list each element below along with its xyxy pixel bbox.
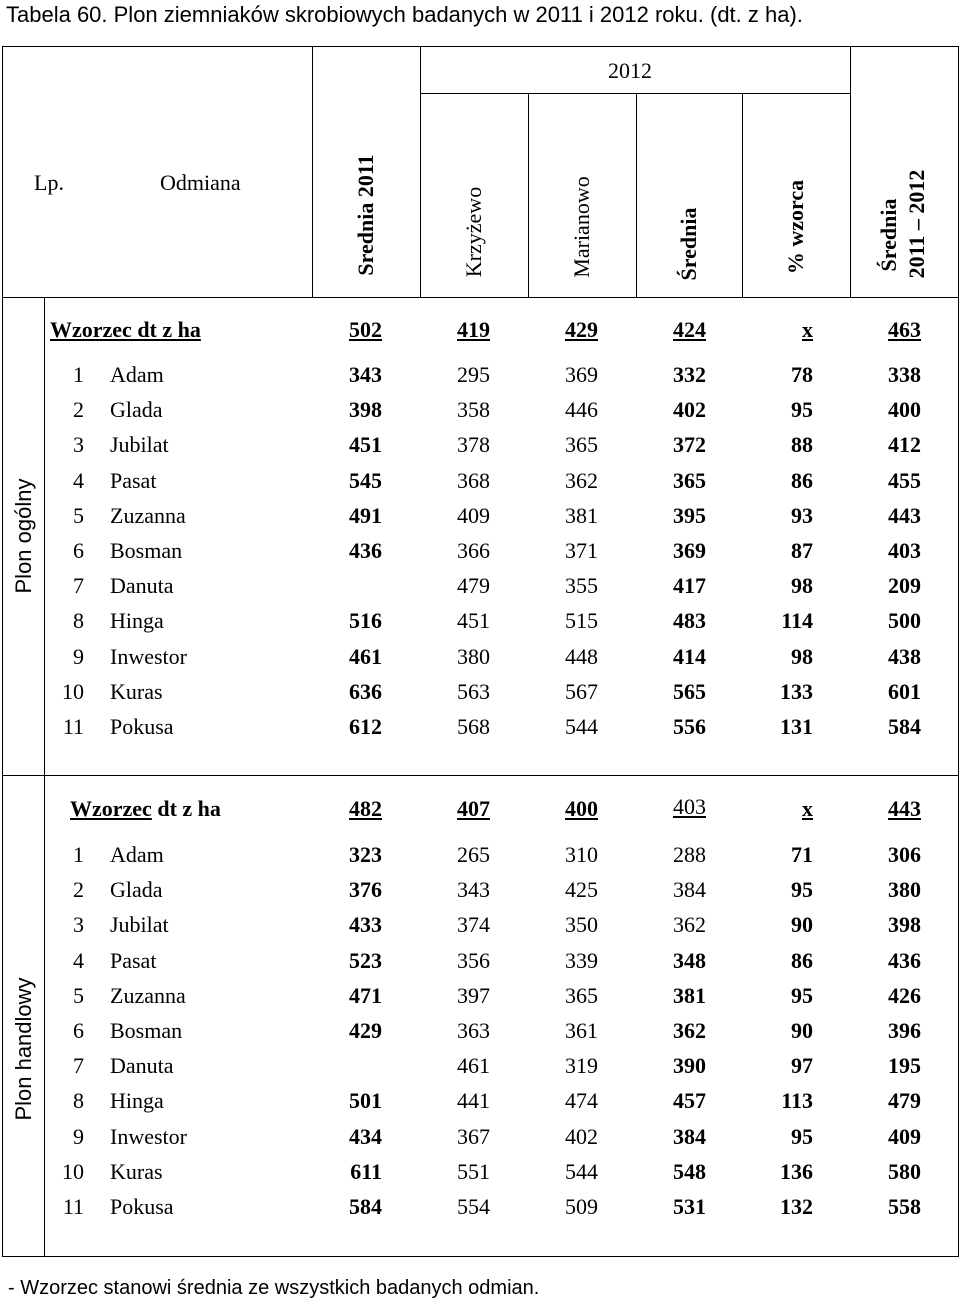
wzorzec-srednia-2011-2012: 443	[888, 796, 921, 821]
cell-srednia: 362	[673, 912, 706, 937]
cell-srednia-2011: 545	[349, 468, 382, 493]
cell-srednia-2011: 398	[349, 397, 382, 422]
cell-procent-wzorca: 113	[781, 1088, 813, 1113]
cell-srednia-2011: 471	[349, 983, 382, 1008]
cell-srednia-2011: 501	[349, 1088, 382, 1113]
cell-procent-wzorca: 98	[791, 573, 813, 598]
cell-srednia-2011: 461	[349, 644, 382, 669]
cell-procent-wzorca: 95	[791, 1124, 813, 1149]
cell-odmiana: Pasat	[110, 468, 157, 493]
wzorzec-procent: x	[802, 317, 813, 342]
cell-lp: 9	[73, 1124, 84, 1149]
cell-lp: 3	[73, 432, 84, 457]
cell-srednia-2011-2012: 601	[888, 679, 921, 704]
cell-marianowo: 515	[565, 608, 598, 633]
cell-srednia-2011: 343	[349, 362, 382, 387]
cell-procent-wzorca: 90	[791, 912, 813, 937]
cell-srednia-2011: 612	[349, 714, 382, 739]
cell-srednia-2011: 429	[349, 1018, 382, 1043]
cell-srednia: 565	[673, 679, 706, 704]
cell-marianowo: 544	[565, 1159, 598, 1184]
cell-srednia-2011-2012: 584	[888, 714, 921, 739]
cell-lp: 11	[62, 1194, 84, 1219]
cell-krzyzewo: 366	[457, 538, 490, 563]
header-col-border	[528, 93, 529, 297]
cell-marianowo: 355	[565, 573, 598, 598]
wzorzec-srednia-2011: 482	[349, 796, 382, 821]
cell-marianowo: 425	[565, 877, 598, 902]
cell-krzyzewo: 358	[457, 397, 490, 422]
cell-srednia-2011-2012: 438	[888, 644, 921, 669]
cell-lp: 8	[73, 608, 84, 633]
cell-srednia: 457	[673, 1088, 706, 1113]
cell-marianowo: 362	[565, 468, 598, 493]
cell-procent-wzorca: 131	[780, 714, 813, 739]
cell-odmiana: Glada	[110, 877, 163, 902]
cell-marianowo: 371	[565, 538, 598, 563]
cell-marianowo: 509	[565, 1194, 598, 1219]
cell-marianowo: 474	[565, 1088, 598, 1113]
cell-krzyzewo: 368	[457, 468, 490, 493]
cell-krzyzewo: 295	[457, 362, 490, 387]
cell-lp: 5	[73, 503, 84, 528]
cell-marianowo: 361	[565, 1018, 598, 1043]
wzorzec-srednia-2011: 502	[349, 317, 382, 342]
cell-krzyzewo: 461	[457, 1053, 490, 1078]
wzorzec-label-unit: dt z ha	[151, 796, 221, 821]
cell-krzyzewo: 554	[457, 1194, 490, 1219]
cell-procent-wzorca: 90	[791, 1018, 813, 1043]
cell-srednia-2011-2012: 436	[888, 948, 921, 973]
cell-srednia-2011-2012: 400	[888, 397, 921, 422]
cell-lp: 5	[73, 983, 84, 1008]
wzorzec-srednia: 403	[673, 794, 706, 819]
cell-krzyzewo: 551	[457, 1159, 490, 1184]
cell-procent-wzorca: 95	[791, 397, 813, 422]
cell-srednia-2011-2012: 412	[888, 432, 921, 457]
cell-odmiana: Kuras	[110, 1159, 163, 1184]
cell-procent-wzorca: 86	[791, 948, 813, 973]
header-srednia: Średnia	[676, 207, 701, 281]
cell-lp: 7	[73, 1053, 84, 1078]
cell-srednia: 365	[673, 468, 706, 493]
cell-odmiana: Bosman	[110, 1018, 183, 1043]
cell-procent-wzorca: 136	[780, 1159, 813, 1184]
header-marianowo: Marianowo	[569, 176, 594, 278]
cell-lp: 4	[73, 948, 84, 973]
cell-srednia-2011: 323	[349, 842, 382, 867]
cell-krzyzewo: 397	[457, 983, 490, 1008]
cell-odmiana: Inwestor	[110, 1124, 187, 1149]
cell-marianowo: 446	[565, 397, 598, 422]
cell-marianowo: 365	[565, 432, 598, 457]
wzorzec-procent: x	[802, 796, 813, 821]
wzorzec-marianowo: 429	[565, 317, 598, 342]
cell-srednia-2011-2012: 338	[888, 362, 921, 387]
cell-lp: 8	[73, 1088, 84, 1113]
cell-srednia-2011: 611	[350, 1159, 382, 1184]
cell-srednia-2011: 433	[349, 912, 382, 937]
cell-srednia: 362	[673, 1018, 706, 1043]
section-label-plon-ogolny: Plon ogólny	[11, 478, 36, 594]
cell-odmiana: Adam	[110, 362, 164, 387]
section-label-plon-handlowy: Plon handlowy	[11, 977, 36, 1121]
cell-odmiana: Adam	[110, 842, 164, 867]
wzorzec-marianowo: 400	[565, 796, 598, 821]
header-krzyzewo: Krzyżewo	[461, 186, 486, 278]
label-column-border	[44, 297, 45, 1256]
cell-krzyzewo: 374	[457, 912, 490, 937]
cell-srednia: 414	[673, 644, 706, 669]
cell-srednia: 483	[673, 608, 706, 633]
cell-srednia-2011-2012: 443	[888, 503, 921, 528]
cell-procent-wzorca: 71	[791, 842, 813, 867]
cell-marianowo: 448	[565, 644, 598, 669]
cell-krzyzewo: 265	[457, 842, 490, 867]
cell-lp: 1	[73, 362, 84, 387]
cell-lp: 7	[73, 573, 84, 598]
header-srednia-2011-2012-line1: Średnia	[876, 198, 901, 272]
cell-marianowo: 339	[565, 948, 598, 973]
cell-procent-wzorca: 132	[780, 1194, 813, 1219]
year-underline	[420, 93, 850, 94]
cell-procent-wzorca: 93	[791, 503, 813, 528]
cell-srednia-2011: 436	[349, 538, 382, 563]
cell-krzyzewo: 363	[457, 1018, 490, 1043]
cell-odmiana: Kuras	[110, 679, 163, 704]
cell-procent-wzorca: 87	[791, 538, 813, 563]
cell-odmiana: Zuzanna	[110, 503, 186, 528]
cell-srednia-2011-2012: 398	[888, 912, 921, 937]
cell-marianowo: 381	[565, 503, 598, 528]
cell-srednia-2011-2012: 403	[888, 538, 921, 563]
header-srednia-2011-2012-line2: 2011 – 2012	[904, 169, 929, 279]
wzorzec-srednia: 424	[673, 317, 706, 342]
cell-srednia-2011-2012: 409	[888, 1124, 921, 1149]
cell-srednia: 548	[673, 1159, 706, 1184]
cell-srednia: 381	[673, 983, 706, 1008]
cell-odmiana: Pokusa	[110, 1194, 174, 1219]
header-srednia-2011: Srednia 2011	[353, 154, 378, 276]
cell-odmiana: Danuta	[110, 1053, 174, 1078]
cell-srednia: 417	[673, 573, 706, 598]
cell-srednia: 395	[673, 503, 706, 528]
cell-krzyzewo: 367	[457, 1124, 490, 1149]
wzorzec-krzyzewo: 419	[457, 317, 490, 342]
header-bottom-border	[2, 297, 959, 298]
cell-marianowo: 369	[565, 362, 598, 387]
cell-procent-wzorca: 98	[791, 644, 813, 669]
cell-lp: 6	[73, 538, 84, 563]
cell-lp: 1	[73, 842, 84, 867]
cell-srednia-2011-2012: 396	[888, 1018, 921, 1043]
wzorzec-label	[70, 796, 221, 822]
cell-srednia-2011-2012: 306	[888, 842, 921, 867]
cell-krzyzewo: 441	[457, 1088, 490, 1113]
cell-srednia: 531	[673, 1194, 706, 1219]
cell-krzyzewo: 343	[457, 877, 490, 902]
cell-marianowo: 402	[565, 1124, 598, 1149]
cell-lp: 11	[62, 714, 84, 739]
cell-srednia-2011: 516	[349, 608, 382, 633]
header-col-border	[312, 46, 313, 297]
cell-lp: 9	[73, 644, 84, 669]
cell-srednia: 369	[673, 538, 706, 563]
cell-srednia: 402	[673, 397, 706, 422]
cell-srednia-2011-2012: 479	[888, 1088, 921, 1113]
cell-lp: 6	[73, 1018, 84, 1043]
cell-odmiana: Zuzanna	[110, 983, 186, 1008]
cell-lp: 10	[62, 1159, 84, 1184]
cell-odmiana: Danuta	[110, 573, 174, 598]
cell-procent-wzorca: 97	[791, 1053, 813, 1078]
table-caption: Tabela 60. Plon ziemniaków skrobiowych badanych w 2011 i 2012 roku. (dt. z ha).	[6, 2, 803, 27]
cell-lp: 2	[73, 397, 84, 422]
wzorzec-krzyzewo: 407	[457, 796, 490, 821]
header-col-border	[742, 93, 743, 297]
cell-krzyzewo: 479	[457, 573, 490, 598]
cell-odmiana: Glada	[110, 397, 163, 422]
wzorzec-label: Wzorzec dt z ha	[50, 317, 201, 342]
cell-srednia: 332	[673, 362, 706, 387]
wzorzec-label-word: Wzorzec	[70, 796, 152, 821]
cell-srednia-2011-2012: 455	[888, 468, 921, 493]
cell-odmiana: Inwestor	[110, 644, 187, 669]
cell-procent-wzorca: 88	[791, 432, 813, 457]
cell-srednia-2011-2012: 580	[888, 1159, 921, 1184]
cell-marianowo: 310	[565, 842, 598, 867]
cell-procent-wzorca: 133	[780, 679, 813, 704]
cell-srednia-2011-2012: 558	[888, 1194, 921, 1219]
cell-srednia-2011: 491	[349, 503, 382, 528]
cell-srednia-2011: 523	[349, 948, 382, 973]
cell-krzyzewo: 563	[457, 679, 490, 704]
cell-srednia: 390	[673, 1053, 706, 1078]
cell-srednia-2011: 376	[349, 877, 382, 902]
cell-srednia-2011-2012: 209	[888, 573, 921, 598]
cell-srednia: 384	[673, 877, 706, 902]
cell-lp: 10	[62, 679, 84, 704]
header-col-border	[636, 93, 637, 297]
cell-procent-wzorca: 78	[791, 362, 813, 387]
wzorzec-srednia-2011-2012: 463	[888, 317, 921, 342]
cell-srednia-2011-2012: 195	[888, 1053, 921, 1078]
cell-odmiana: Bosman	[110, 538, 183, 563]
cell-marianowo: 567	[565, 679, 598, 704]
cell-marianowo: 350	[565, 912, 598, 937]
cell-krzyzewo: 409	[457, 503, 490, 528]
cell-srednia-2011: 636	[349, 679, 382, 704]
cell-procent-wzorca: 95	[791, 983, 813, 1008]
cell-lp: 4	[73, 468, 84, 493]
cell-srednia-2011-2012: 426	[888, 983, 921, 1008]
footnote: - Wzorzec stanowi średnia ze wszystkich badanych odmian.	[8, 1277, 540, 1299]
cell-krzyzewo: 568	[457, 714, 490, 739]
cell-krzyzewo: 378	[457, 432, 490, 457]
cell-srednia-2011: 584	[349, 1194, 382, 1219]
table-top-border	[2, 46, 959, 47]
cell-odmiana: Hinga	[110, 608, 164, 633]
cell-srednia-2011-2012: 380	[888, 877, 921, 902]
cell-marianowo: 544	[565, 714, 598, 739]
cell-lp: 3	[73, 912, 84, 937]
header-col-border	[420, 46, 421, 297]
header-odmiana: Odmiana	[160, 170, 241, 195]
section-divider	[2, 775, 959, 776]
cell-odmiana: Pokusa	[110, 714, 174, 739]
table-bottom-border	[2, 1256, 959, 1257]
table-right-border	[958, 46, 959, 1256]
header-year: 2012	[608, 58, 652, 83]
cell-srednia-2011: 434	[349, 1124, 382, 1149]
cell-odmiana: Jubilat	[110, 432, 169, 457]
cell-krzyzewo: 356	[457, 948, 490, 973]
cell-odmiana: Jubilat	[110, 912, 169, 937]
header-col-border	[850, 46, 851, 297]
cell-srednia: 372	[673, 432, 706, 457]
cell-marianowo: 365	[565, 983, 598, 1008]
cell-srednia-2011-2012: 500	[888, 608, 921, 633]
cell-srednia: 384	[673, 1124, 706, 1149]
cell-krzyzewo: 380	[457, 644, 490, 669]
cell-procent-wzorca: 114	[781, 608, 813, 633]
cell-odmiana: Hinga	[110, 1088, 164, 1113]
table-left-border	[2, 46, 3, 1256]
cell-krzyzewo: 451	[457, 608, 490, 633]
cell-procent-wzorca: 86	[791, 468, 813, 493]
header-procent-wzorca: % wzorca	[783, 179, 808, 275]
cell-srednia: 556	[673, 714, 706, 739]
cell-odmiana: Pasat	[110, 948, 157, 973]
cell-marianowo: 319	[565, 1053, 598, 1078]
cell-srednia: 288	[673, 842, 706, 867]
header-lp: Lp.	[34, 170, 64, 195]
cell-srednia-2011: 451	[349, 432, 382, 457]
cell-procent-wzorca: 95	[791, 877, 813, 902]
cell-lp: 2	[73, 877, 84, 902]
cell-srednia: 348	[673, 948, 706, 973]
